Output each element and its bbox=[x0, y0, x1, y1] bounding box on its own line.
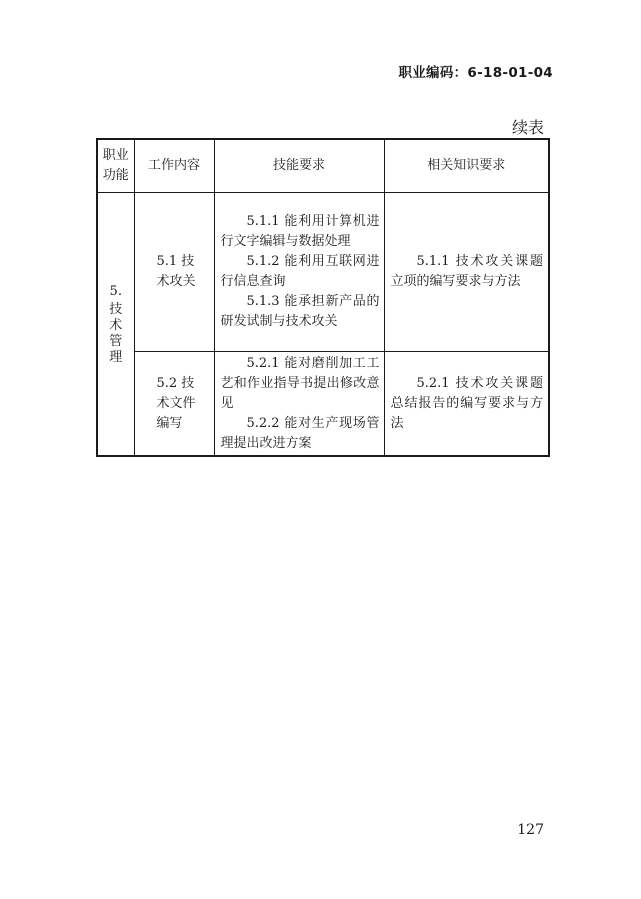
function-name: 技术管理 bbox=[109, 302, 123, 365]
table-row bbox=[97, 193, 549, 352]
function-cell bbox=[97, 193, 134, 457]
skill-item: 5.1.2 能利用互联网进行信息查询 bbox=[220, 254, 380, 289]
skill-cell bbox=[214, 193, 384, 352]
skill-item: 5.2.2 能对生产现场管理提出改进方案 bbox=[220, 415, 380, 451]
occupation-code: 职业编码：6-18-01-04 bbox=[398, 65, 553, 81]
knowledge-cell bbox=[384, 193, 549, 352]
header-knowledge-requirements: 相关知识要求 bbox=[384, 139, 549, 193]
header-work-content: 工作内容 bbox=[134, 139, 214, 193]
knowledge-item: 5.2.1 技术攻关课题总结报告的编写要求与方法 bbox=[390, 375, 543, 431]
skill-item: 5.2.1 能对磨削加工工艺和作业指导书提出修改意见 bbox=[220, 355, 380, 411]
table-row bbox=[97, 352, 549, 457]
skill-item: 5.1.3 能承担新产品的研发试制与技术攻关 bbox=[220, 294, 380, 329]
skill-cell bbox=[214, 352, 384, 457]
function-number: 5. bbox=[109, 284, 122, 299]
table-header-row bbox=[97, 139, 549, 193]
skill-item: 5.1.1 能利用计算机进行文字编辑与数据处理 bbox=[220, 214, 380, 249]
continued-label: 续表 bbox=[511, 118, 544, 137]
work-content-cell: 5.2 技术文件编写 bbox=[134, 352, 214, 457]
header-skill-requirements: 技能要求 bbox=[214, 139, 384, 193]
work-content-cell: 5.1 技术攻关 bbox=[134, 193, 214, 352]
knowledge-cell bbox=[384, 352, 549, 457]
page-number: 127 bbox=[517, 822, 544, 838]
knowledge-item: 5.1.1 技术攻关课题立项的编写要求与方法 bbox=[390, 254, 543, 289]
header-function: 职业功能 bbox=[97, 139, 134, 193]
skill-requirements-table bbox=[96, 138, 550, 457]
